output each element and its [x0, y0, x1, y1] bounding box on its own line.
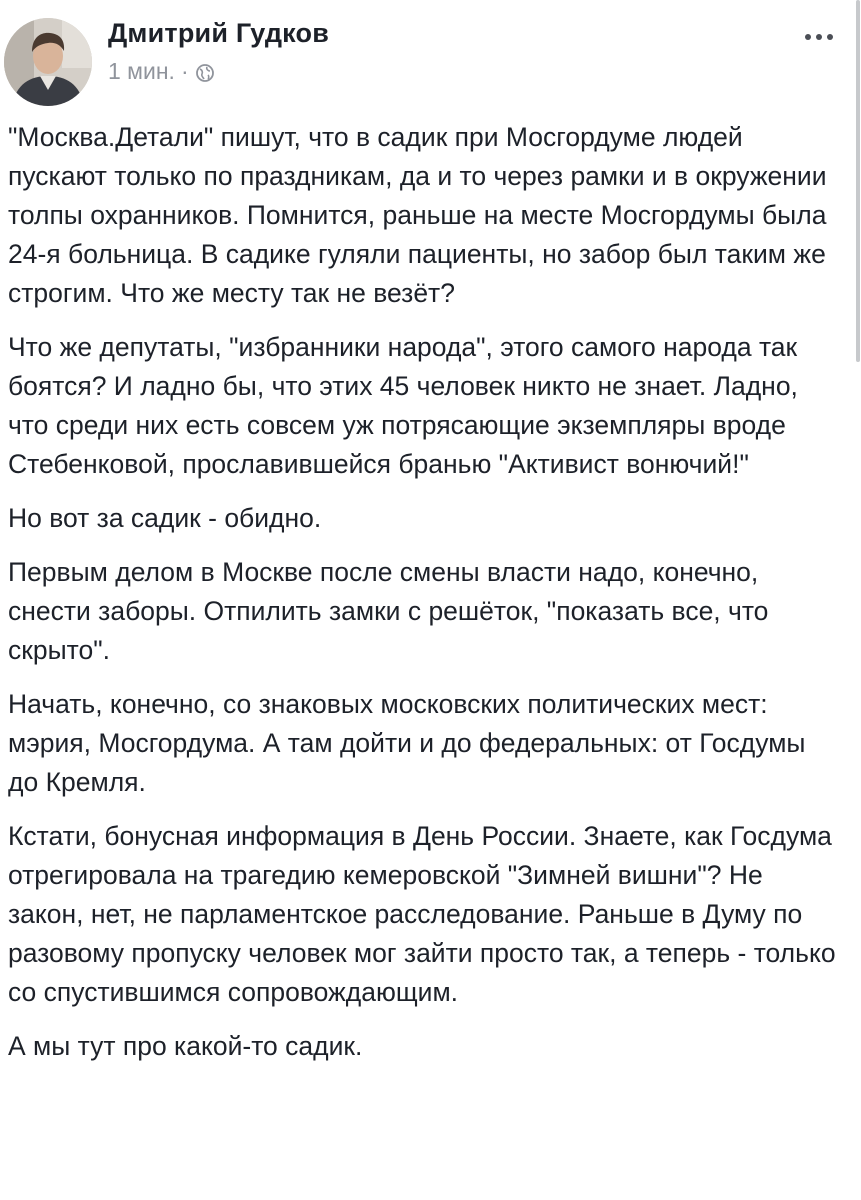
- post-paragraph: Начать, конечно, со знаковых московских политических мест: мэрия, Мосгордума. А там дойти и до федеральных: от Госдумы до Кремля.: [8, 689, 806, 797]
- scrollbar[interactable]: [853, 0, 861, 370]
- post-timestamp[interactable]: 1 мин.: [108, 58, 175, 84]
- post-paragraph: "Москва.Детали" пишут, что в садик при Мосгордуме людей пускают только по праздникам, да и то через рамки и в окружении толпы охранников. Помнится, раньше на месте Мосгордумы была 24-я больница. В садике гуляли пациенты, но забор был таким же строгим. Что же месту так не везёт?: [8, 122, 827, 308]
- scrollbar-thumb[interactable]: [856, 0, 860, 362]
- post-paragraph: Кстати, бонусная информация в День России. Знаете, как Госдума отрегировала на трагедию кемеровской "Зимней вишни"? Не закон, нет, не парламентское расследование. Раньше в Думу по разовому пропуску человек мог зайти просто так, а теперь - только со спустившимся сопровождающим.: [8, 821, 836, 1007]
- author-name[interactable]: Дмитрий Гудков: [108, 18, 330, 48]
- avatar[interactable]: [4, 18, 92, 106]
- more-dots-icon: [827, 34, 833, 40]
- post-paragraph: Но вот за садик - обидно.: [8, 503, 322, 533]
- avatar-photo: [4, 18, 92, 106]
- meta-separator: ·: [180, 58, 189, 84]
- post-paragraph: Первым делом в Москве после смены власти надо, конечно, снести заборы. Отпилить замки с решёток, "показать все, что скрыто".: [8, 557, 769, 665]
- post-body: [8, 118, 838, 1081]
- more-dots-icon: [816, 34, 822, 40]
- post-paragraph: Что же депутаты, "избранники народа", этого самого народа так боятся? И ладно бы, что этих 45 человек никто не знает. Ладно, что среди них есть совсем уж потрясающие экземпляры вроде Стебенковой, прославившейся бранью "Активист вонючий!": [8, 332, 798, 479]
- post-meta: [108, 58, 215, 85]
- more-dots-icon: [805, 34, 811, 40]
- more-options-button[interactable]: [797, 22, 841, 52]
- post-paragraph: А мы тут про какой-то садик.: [8, 1031, 363, 1061]
- globe-icon: [195, 62, 215, 82]
- post-header: [0, 0, 861, 110]
